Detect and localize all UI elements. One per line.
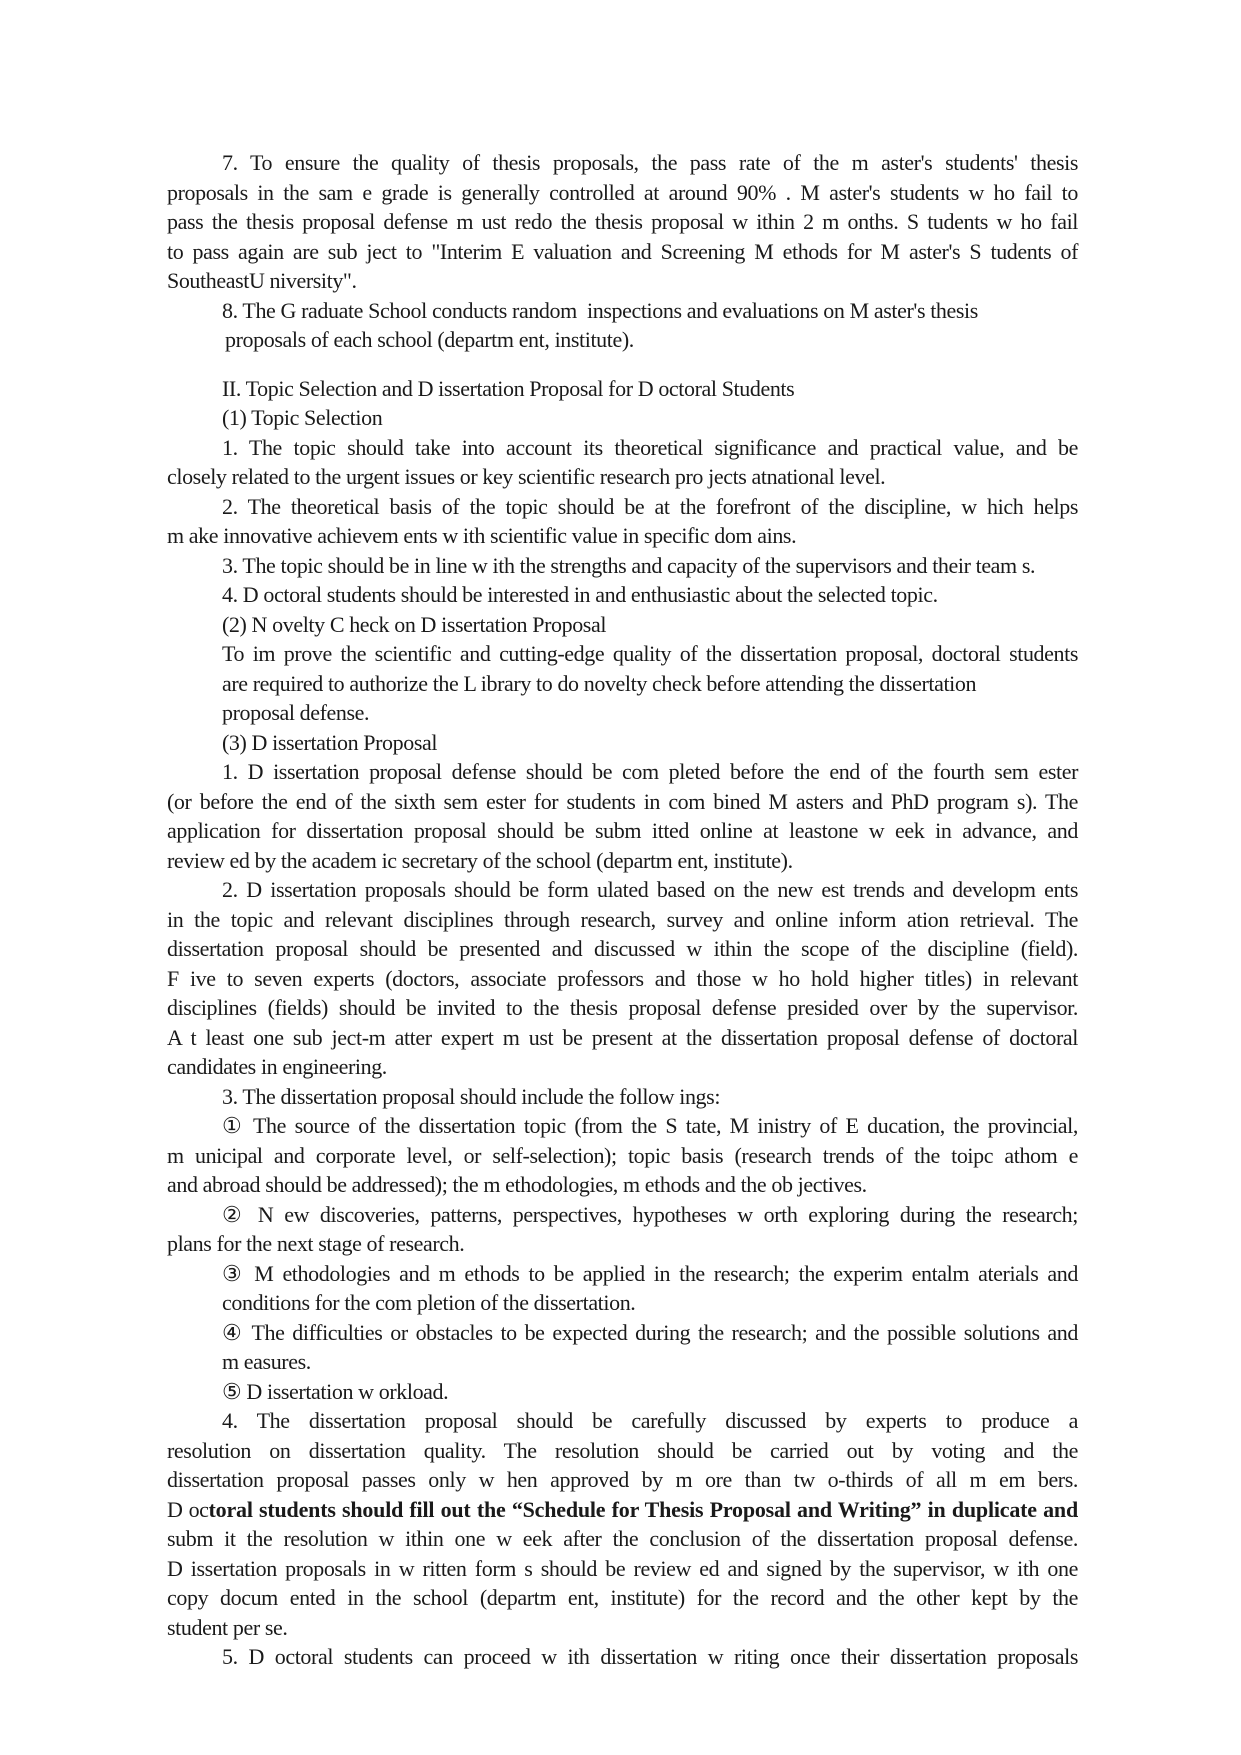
text-line: proposals of each school (departm ent, institute). (225, 327, 634, 352)
text-line: 7. To ensure the quality of thesis proposals, the pass rate of the m aster's students' thesis (222, 150, 1078, 175)
text-line: 4. D octoral students should be interested in and enthusiastic about the selected topic. (222, 582, 938, 607)
text-line: in the topic and relevant disciplines through research, survey and online inform ation retrieval. The (167, 906, 1078, 932)
text-line: dissertation proposal should be presented and discussed w ithin the scope of the discipline (field). (167, 936, 1078, 961)
text-line: m unicipal and corporate level, or self-selection); topic basis (research trends of the toipc athom e (167, 1142, 1078, 1168)
text-line: ① The source of the dissertation topic (from the S tate, M inistry of E ducation, the provincial, (222, 1113, 1078, 1138)
text-line: copy docum ented in the school (departm ent, institute) for the record and the other kept by the (167, 1585, 1078, 1610)
text-line: m ake innovative achievem ents w ith scientific value in specific dom ains. (167, 523, 797, 548)
text-line: ② N ew discoveries, patterns, perspectives, hypotheses w orth exploring during the research; (222, 1201, 1078, 1227)
text-line: D issertation proposals in w ritten form s should be review ed and signed by the supervisor, w ith one (167, 1555, 1078, 1581)
text-line: m easures. (222, 1349, 311, 1374)
text-line: (1) Topic Selection (222, 405, 383, 430)
text-line: disciplines (fields) should be invited to the thesis proposal defense presided over by the supervisor. (167, 995, 1078, 1020)
text-line: ③ M ethodologies and m ethods to be applied in the research; the experim entalm aterials and (222, 1260, 1078, 1286)
text-line: to pass again are sub ject to "Interim E valuation and Screening M ethods for M aster's S tudents of (167, 238, 1078, 264)
text-line: review ed by the academ ic secretary of the school (departm ent, institute). (167, 847, 793, 873)
text-line: plans for the next stage of research. (167, 1231, 465, 1256)
text-line: 5. D octoral students can proceed w ith dissertation w riting once their dissertation proposals (222, 1644, 1078, 1669)
document-body (167, 148, 1078, 1672)
text-line: (2) N ovelty C heck on D issertation Proposal (222, 611, 607, 637)
bold-text-run: toral students should fill out the “Schedule for Thesis Proposal and Writing” in duplicate and (208, 1496, 1078, 1522)
text-line: proposals in the sam e grade is generally controlled at around 90% . M aster's students w ho fail to (167, 179, 1078, 205)
text-line: F ive to seven experts (doctors, associate professors and those w ho hold higher titles) in relevant (167, 965, 1078, 991)
text-line (167, 1495, 1078, 1525)
text-line: student per se. (167, 1614, 288, 1640)
text-line: 2. The theoretical basis of the topic should be at the forefront of the discipline, w hich helps (222, 493, 1078, 519)
text-line: application for dissertation proposal should be subm itted online at leastone w eek in advance, and (167, 818, 1078, 843)
text-line: 8. The G raduate School conducts random inspections and evaluations on M aster's thesis (222, 297, 978, 323)
text-line: 4. The dissertation proposal should be carefully discussed by experts to produce a (222, 1408, 1078, 1433)
text-line: candidates in engineering. (167, 1054, 387, 1079)
text-line: 2. D issertation proposals should be form ulated based on the new est trends and developm ents (222, 877, 1078, 902)
text-line: 3. The topic should be in line w ith the strengths and capacity of the supervisors and their team s. (222, 552, 1036, 578)
text-line: (3) D issertation Proposal (222, 729, 438, 755)
paragraph-spacer (167, 355, 1078, 374)
text-line: 3. The dissertation proposal should include the follow ings: (222, 1083, 721, 1109)
text-line: subm it the resolution w ithin one w eek after the conclusion of the dissertation proposal defense. (167, 1526, 1078, 1551)
text-line: SoutheastU niversity". (167, 268, 357, 293)
text-line: pass the thesis proposal defense m ust redo the thesis proposal w ithin 2 m onths. S tudents w ho fail (167, 209, 1078, 234)
text-line: To im prove the scientific and cutting-edge quality of the dissertation proposal, doctoral students (222, 641, 1078, 666)
text-line: resolution on dissertation quality. The resolution should be carried out by voting and the (167, 1437, 1078, 1463)
text-line: ⑤ D issertation w orkload. (222, 1378, 449, 1404)
text-line: are required to authorize the L ibrary to do novelty check before attending the dissertation (222, 670, 977, 696)
text-line: A t least one sub ject-m atter expert m ust be present at the dissertation proposal defense of doctoral (167, 1024, 1078, 1050)
text-line: II. Topic Selection and D issertation Proposal for D octoral Students (222, 375, 795, 401)
text-run: D oc (167, 1496, 209, 1522)
text-line: closely related to the urgent issues or key scientific research pro jects atnational level. (167, 464, 886, 489)
text-line: proposal defense. (222, 700, 370, 725)
text-line: 1. D issertation proposal defense should be com pleted before the end of the fourth sem ester (222, 759, 1078, 784)
text-line: ④ The difficulties or obstacles to be expected during the research; and the possible solutions and (222, 1319, 1078, 1345)
text-line: conditions for the com pletion of the dissertation. (222, 1290, 636, 1315)
text-line: and abroad should be addressed); the m ethodologies, m ethods and the ob jectives. (167, 1172, 867, 1197)
text-line: (or before the end of the sixth sem ester for students in com bined M asters and PhD program s). The (167, 788, 1078, 814)
text-line: 1. The topic should take into account its theoretical significance and practical value, and be (222, 434, 1078, 460)
text-line: dissertation proposal passes only w hen approved by m ore than tw o-thirds of all m em bers. (167, 1467, 1078, 1492)
